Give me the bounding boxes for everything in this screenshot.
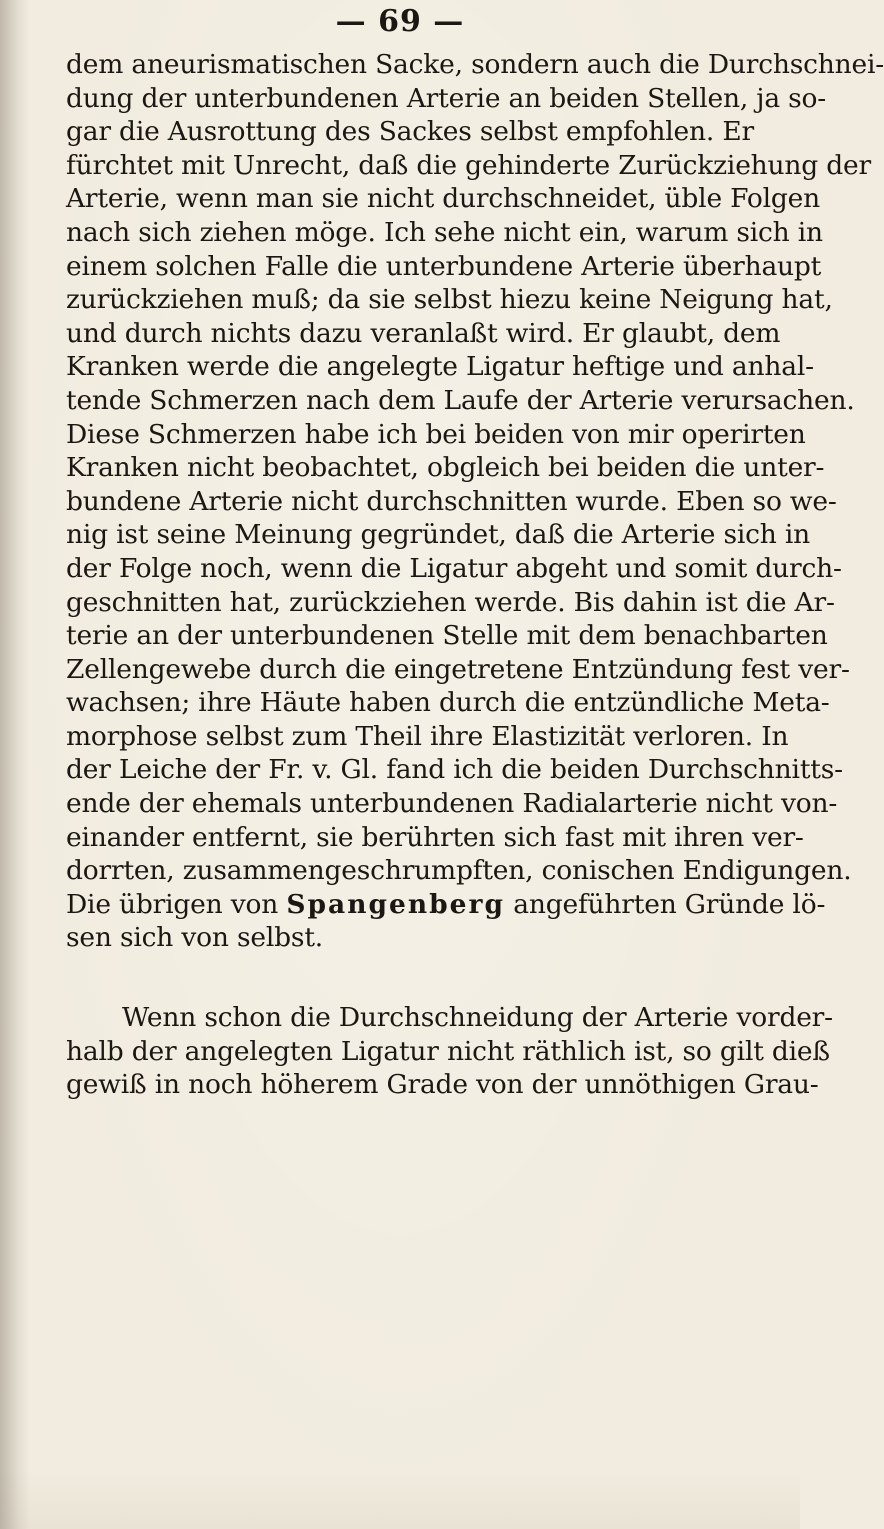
text-line: Die übrigen von Spangenberg angeführten Gründe lö- (66, 888, 826, 920)
text-line: dem aneurismatischen Sacke, sondern auch die Durchschnei- (66, 49, 884, 80)
spaced-name: Spangenberg (286, 888, 506, 920)
text-line: geschnitten hat, zurückziehen werde. Bis dahin ist die Ar- (66, 586, 835, 618)
text-line: der Leiche der Fr. v. Gl. fand ich die beiden Durchschnitts- (66, 754, 843, 786)
text-line: bundene Arterie nicht durchschnitten wurde. Eben so we- (66, 485, 837, 517)
text-line: Arterie, wenn man sie nicht durchschneidet, üble Folgen (66, 183, 821, 215)
text-line: halb der angelegten Ligatur nicht räthlich ist, so gilt dieß (66, 1035, 830, 1067)
text-line: dorrten, zusammengeschrumpften, conischen Endigungen. (66, 855, 852, 887)
text-line: nig ist seine Meinung gegründet, daß die Arterie sich in (66, 519, 811, 551)
text-line: nach sich ziehen möge. Ich sehe nicht ein, warum sich in (66, 216, 823, 248)
page-number: — 69 — (335, 4, 465, 39)
text-line: Diese Schmerzen habe ich bei beiden von mir operirten (66, 418, 806, 450)
text-line: einander entfernt, sie berührten sich fast mit ihren ver- (66, 821, 804, 853)
body-text (66, 48, 884, 1102)
text-line: und durch nichts dazu veranlaßt wird. Er glaubt, dem (66, 317, 781, 349)
text-line: der Folge noch, wenn die Ligatur abgeht und somit durch- (66, 552, 842, 584)
text-line: terie an der unterbundenen Stelle mit dem benachbarten (66, 620, 828, 652)
text-line: einem solchen Falle die unterbundene Arterie überhaupt (66, 250, 822, 282)
paragraph-gap (66, 955, 766, 1001)
page-bottom-fade (0, 1469, 800, 1529)
text-line: ende der ehemals unterbundenen Radialarterie nicht von- (66, 788, 838, 820)
text-line: morphose selbst zum Theil ihre Elastizität verloren. In (66, 720, 789, 752)
text-line: gar die Ausrottung des Sackes selbst empfohlen. Er (66, 116, 754, 148)
text-line: wachsen; ihre Häute haben durch die entzündliche Meta- (66, 687, 830, 719)
text-line: Zellengewebe durch die eingetretene Entzündung fest ver- (66, 653, 850, 685)
text-line: tende Schmerzen nach dem Laufe der Arterie verursachen. (66, 384, 855, 416)
text-line: sen sich von selbst. (66, 922, 323, 954)
binding-gutter-shadow (0, 0, 30, 1529)
text-line: gewiß in noch höherem Grade von der unnöthigen Grau- (66, 1069, 819, 1101)
text-line: Wenn schon die Durchschneidung der Arterie vorder- (122, 1002, 833, 1034)
text-line: Kranken werde die angelegte Ligatur heftige und anhal- (66, 351, 814, 383)
text-line: zurückziehen muß; da sie selbst hiezu keine Neigung hat, (66, 284, 833, 316)
text-line: fürchtet mit Unrecht, daß die gehinderte Zurückziehung der (66, 149, 871, 181)
text-line: dung der unterbundenen Arterie an beiden Stellen, ja so- (66, 82, 827, 114)
text-line: Kranken nicht beobachtet, obgleich bei beiden die unter- (66, 452, 825, 484)
